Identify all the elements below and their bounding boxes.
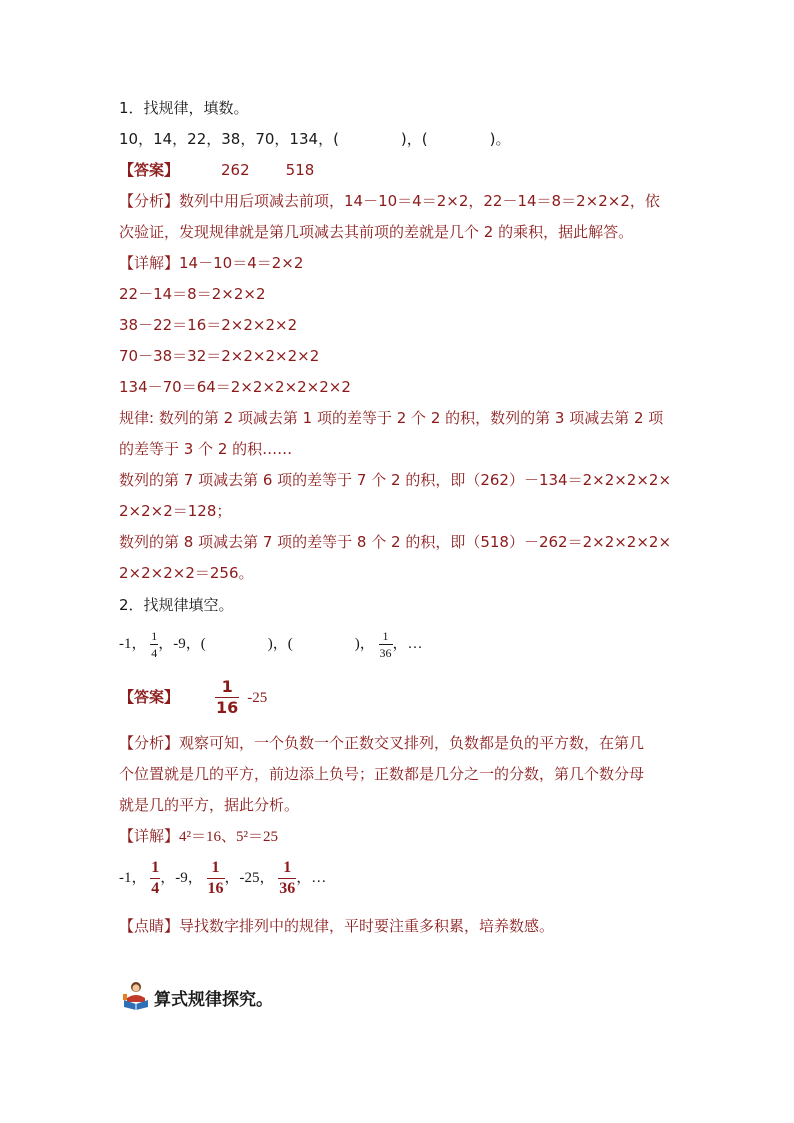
- q1-rule-2: 的差等于 3 个 2 的积……: [119, 440, 293, 458]
- q2-tip-text: 导找数字排列中的规律，平时要注重多积累，培养数感。: [179, 917, 555, 935]
- q1-rule-6: 2×2×2×2＝256。: [119, 564, 254, 582]
- q1-detail-1: 14－10＝4＝2×2: [179, 254, 304, 272]
- q1-blank-end: )。: [489, 130, 511, 148]
- q2-answer-den: 16: [216, 698, 239, 717]
- q1-answer-2: 518: [285, 161, 315, 179]
- q2-frac2-den: 36: [379, 646, 392, 661]
- q1-blank-sep: )，(: [400, 130, 428, 148]
- q2-seq-a: -1，: [119, 636, 147, 652]
- q2-list-b: ，-9，: [160, 870, 203, 886]
- q1-detail-line: [119, 253, 303, 273]
- q2-list-f3-den: 36: [279, 880, 296, 898]
- q1-detail-3: 38－22＝16＝2×2×2×2: [119, 316, 298, 334]
- q1-detail-label: 【详解】: [119, 254, 180, 272]
- q2-sequence-line: [119, 626, 423, 662]
- q2-list-f2-num: 1: [207, 860, 225, 879]
- q2-analysis-3: 就是几的平方，据此分析。: [119, 796, 300, 814]
- q2-answer-fraction: [215, 679, 239, 716]
- q2-list-line: [119, 856, 326, 900]
- q1-answer-line: [119, 160, 314, 180]
- q2-title: 2．找规律填空。: [119, 596, 234, 614]
- q2-fraction-1-36: [379, 630, 393, 659]
- q1-analysis-2: 次验证，发现规律就是第几项减去其前项的差就是几个 2 的乘积，据此解答。: [119, 223, 634, 241]
- q1-detail-2: 22－14＝8＝2×2×2: [119, 285, 266, 303]
- q2-frac1-num: 1: [151, 629, 158, 644]
- q2-analysis-1: 【分析】观察可知，一个负数一个正数交叉排列，负数都是负的平方数，在第几: [119, 734, 645, 752]
- q2-frac1-den: 4: [151, 646, 158, 661]
- q2-list-f3-num: 1: [278, 860, 296, 879]
- q2-tip-label: 【点睛】: [119, 917, 180, 935]
- q2-seq-c: )，(: [267, 636, 293, 652]
- q2-answer-num: 1: [215, 679, 239, 698]
- q2-detail-label: 【详解】: [119, 827, 180, 845]
- q2-answer-line: [119, 677, 267, 717]
- q1-detail-5: 134－70＝64＝2×2×2×2×2×2: [119, 378, 351, 396]
- q2-answer-2: -25: [247, 690, 268, 706]
- reading-person-icon: [121, 980, 151, 1010]
- q2-list-a: -1，: [119, 870, 147, 886]
- q2-detail-text: 4²＝16、5²＝25: [179, 829, 279, 845]
- q2-list-f1-num: 1: [150, 860, 160, 879]
- q1-rule-5: 数列的第 8 项减去第 7 项的差等于 8 个 2 的积，即（518）－262＝2×2×2×2×: [119, 533, 672, 551]
- q1-sequence: 10，14，22，38，70，134，(: [119, 130, 339, 148]
- q2-list-f2-den: 16: [207, 880, 224, 898]
- q2-analysis-2: 个位置就是几的平方，前边添上负号；正数都是几分之一的分数，第几个数分母: [119, 765, 645, 783]
- q2-list-fraction-1-16: [207, 860, 225, 897]
- q2-list-fraction-1-36: [278, 860, 296, 897]
- q2-tip-line: [119, 916, 554, 936]
- q1-title: 1．找规律，填数。: [119, 99, 249, 117]
- q1-answer-label: 【答案】: [119, 161, 180, 179]
- q2-seq-d: )，: [354, 636, 375, 652]
- q1-rule-4: 2×2×2＝128；: [119, 502, 232, 520]
- q2-frac2-num: 1: [379, 630, 393, 645]
- section-heading: 算式规律探究。: [154, 990, 273, 1010]
- q1-sequence-line: [119, 129, 511, 149]
- q2-list-f1-den: 4: [151, 880, 160, 898]
- q1-answer-1: 262: [221, 161, 250, 179]
- q2-list-c: ，-25，: [224, 870, 275, 886]
- q1-rule-3: 数列的第 7 项减去第 6 项的差等于 7 个 2 的积，即（262）－134＝2×2×2×2×: [119, 471, 672, 489]
- q1-detail-4: 70－38＝32＝2×2×2×2×2: [119, 347, 320, 365]
- q2-seq-b: ，-9，(: [158, 636, 206, 652]
- q2-list-d: ，…: [296, 870, 327, 886]
- q2-answer-label: 【答案】: [119, 688, 180, 706]
- q1-rule-1: 规律: 数列的第 2 项减去第 1 项的差等于 2 个 2 的积，数列的第 3 项减去第 2 项: [119, 409, 664, 427]
- q1-analysis-1: 【分析】数列中用后项减去前项，14－10＝4＝2×2，22－14＝8＝2×2×2，依: [119, 192, 660, 210]
- q2-seq-e: ，…: [392, 636, 423, 652]
- q2-list-fraction-1-4: [150, 860, 160, 897]
- q2-detail-line: [119, 826, 278, 847]
